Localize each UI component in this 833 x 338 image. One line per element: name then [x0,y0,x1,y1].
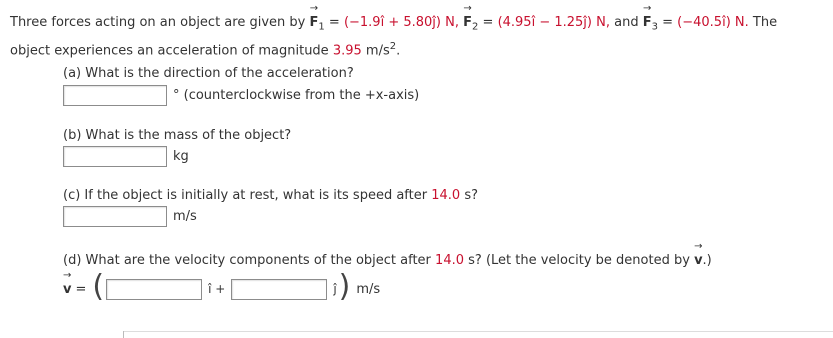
velocity-equals: = [75,281,87,297]
f2-subscript: 2 [472,21,479,33]
the-text: The [752,15,778,30]
mass-input[interactable] [63,146,167,167]
velocity-symbol: → v [694,253,702,268]
f3-subscript: 3 [651,21,658,33]
direction-input[interactable] [63,85,167,106]
f3-symbol: → F [643,15,652,30]
part-c-time-value: 14.0 [431,188,461,203]
f3-value: (−40.5î) N. [677,15,749,30]
problem-line-1 [10,15,777,33]
f1-value: (−1.9î + 5.80ĵ) N, [343,15,459,30]
velocity-unit: m/s [356,281,381,297]
f1-equals: = [328,15,340,30]
part-d-question-suffix: .) [702,253,712,268]
speed-unit: m/s [173,208,197,224]
j-hat: ĵ [333,282,337,296]
direction-unit: ° (counterclockwise from the +x-axis) [173,87,420,103]
i-hat-plus: î + [208,282,226,296]
part-d-answer-row [63,269,381,304]
mass-unit: kg [173,148,189,164]
part-a-question: (a) What is the direction of the acceleration? [63,66,354,81]
f2-value: (4.95î − 1.25ĵ) N, [497,15,610,30]
part-d-question [63,253,712,268]
f2-symbol: → F [463,15,472,30]
part-b-question: (b) What is the mass of the object? [63,128,292,143]
f1-symbol: → F [309,15,318,30]
acceleration-exponent: 2 [389,41,397,52]
part-b-answer-row [63,145,189,167]
close-paren: ) [338,269,351,304]
f2-equals: = [482,15,494,30]
acceleration-value: 3.95 [332,43,362,59]
part-c-question-suffix: s? [464,188,478,203]
velocity-lhs-symbol: → v [63,282,71,297]
part-d-time-value: 14.0 [435,253,464,268]
f3-equals: = [662,15,674,30]
period: . [396,43,401,59]
problem-line-2 [10,41,400,58]
open-paren: ( [92,269,105,304]
part-d-question-middle: s? (Let the velocity be denoted by [468,253,690,268]
bottom-divider-tick [123,331,124,338]
part-c-answer-row [63,205,197,227]
part-a-answer-row [63,84,419,106]
acceleration-text: object experiences an acceleration of magnitude [10,43,329,59]
f1-subscript: 1 [318,21,325,33]
and-text: and [614,15,639,30]
intro-text: Three forces acting on an object are given by [10,15,306,30]
acceleration-unit: m/s [365,43,390,59]
bottom-divider [123,331,833,332]
velocity-x-input[interactable] [106,279,202,300]
part-d-question-text: (d) What are the velocity components of the object after [63,253,431,268]
part-c-question [63,188,478,203]
speed-input[interactable] [63,206,167,227]
part-c-question-text: (c) If the object is initially at rest, what is its speed after [63,188,428,203]
velocity-y-input[interactable] [231,279,327,300]
